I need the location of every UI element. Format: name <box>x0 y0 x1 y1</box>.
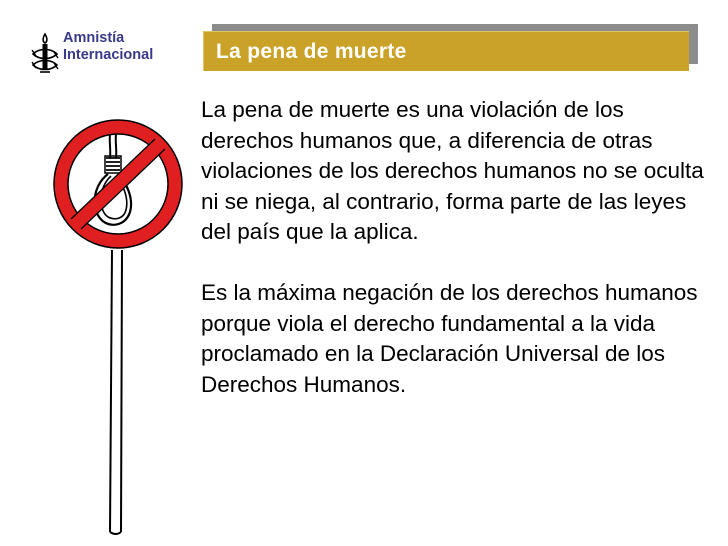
paragraph-1: La pena de muerte es una violación de los derechos humanos que, a diferencia de otras violaciones de los derechos humanos no se oculta ni se niega, al contrario, forma parte de las leyes del país que la aplica. <box>201 97 704 244</box>
page-title: La pena de muerte <box>216 40 407 63</box>
logo-line-1: Amnistía <box>63 30 125 46</box>
main-content <box>201 95 711 400</box>
amnesty-logo <box>30 30 190 78</box>
candle-barbed-wire-icon <box>30 32 60 76</box>
no-noose-sign-icon <box>38 100 198 540</box>
paragraph-2: Es la máxima negación de los derechos humanos porque viola el derecho fundamental a la vida proclamado en la Declaración Universal de los Derechos Humanos. <box>201 280 698 397</box>
logo-line-2: Internacional <box>63 47 154 63</box>
title-bar <box>203 31 689 71</box>
